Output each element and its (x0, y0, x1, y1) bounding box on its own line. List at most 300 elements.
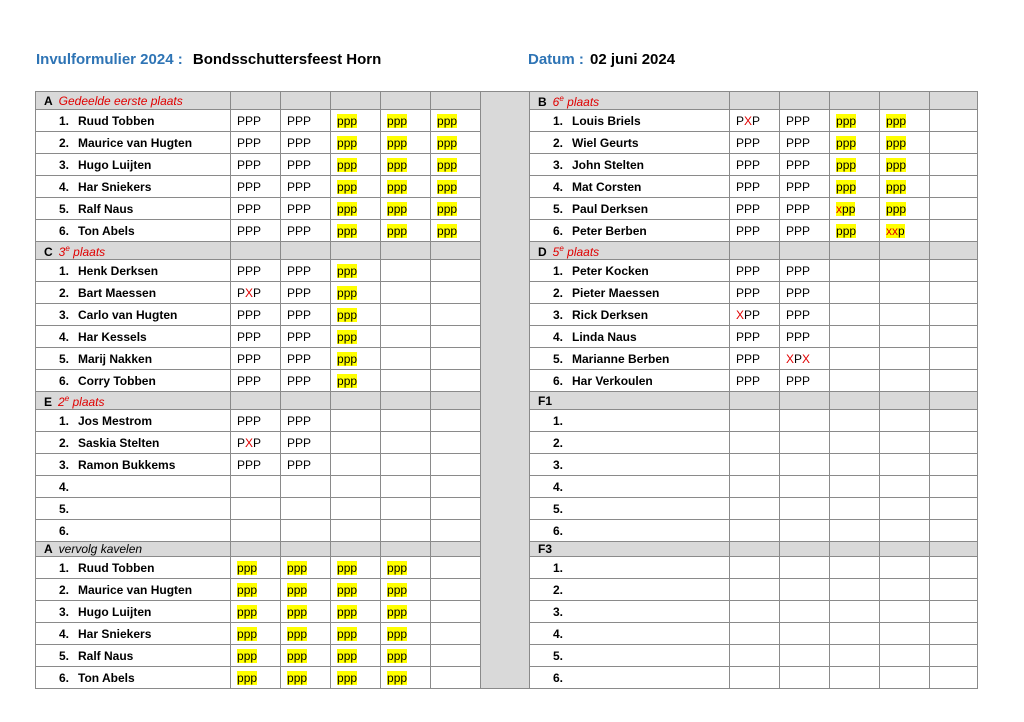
shot-cell[interactable] (730, 110, 780, 132)
shot-cell[interactable] (381, 370, 431, 392)
shot-cell[interactable] (331, 260, 381, 282)
shot-cell[interactable] (381, 198, 431, 220)
shooter-cell (530, 557, 730, 579)
shot-cell[interactable] (830, 132, 880, 154)
shot-value: ppp (836, 113, 857, 128)
shot-cell[interactable] (830, 557, 880, 579)
shot-cell[interactable] (231, 645, 281, 667)
shot-cell[interactable] (431, 110, 481, 132)
shot-cell[interactable] (381, 348, 431, 370)
shot-cell[interactable] (381, 454, 431, 476)
shot-cell[interactable] (780, 623, 830, 645)
shooter-cell (36, 454, 231, 476)
shot-cell[interactable] (431, 498, 481, 520)
shot-cell[interactable] (431, 304, 481, 326)
shot-cell[interactable] (281, 432, 331, 454)
shot-cell[interactable] (730, 348, 780, 370)
shot-value: ppp (337, 179, 358, 194)
shot-cell[interactable] (331, 410, 381, 432)
section-header (36, 542, 231, 557)
shot-cell[interactable] (780, 176, 830, 198)
shot-cell[interactable] (381, 326, 431, 348)
shooter-number: 6. (552, 523, 563, 538)
shot-cell[interactable] (331, 326, 381, 348)
shot-cell[interactable] (381, 520, 431, 542)
shot-cell[interactable] (231, 557, 281, 579)
shot-cell[interactable] (231, 579, 281, 601)
shot-cell[interactable] (730, 623, 780, 645)
shot-cell[interactable] (880, 667, 930, 689)
shot-cell[interactable] (930, 260, 978, 282)
shooter-number: 3. (58, 457, 69, 472)
shot-value: ppp (387, 157, 408, 172)
shot-cell[interactable] (930, 110, 978, 132)
shot-cell[interactable] (730, 601, 780, 623)
shot-cell[interactable] (431, 557, 481, 579)
shot-cell[interactable] (331, 132, 381, 154)
shot-cell[interactable] (381, 498, 431, 520)
shot-cell[interactable] (431, 476, 481, 498)
shot-cell[interactable] (930, 198, 978, 220)
shot-cell[interactable] (830, 623, 880, 645)
shooter-name: Peter Berben (572, 223, 647, 238)
shot-cell[interactable] (281, 176, 331, 198)
header-cell (281, 392, 331, 410)
shot-cell[interactable] (381, 220, 431, 242)
shot-cell[interactable] (880, 176, 930, 198)
shot-cell[interactable] (431, 645, 481, 667)
shot-cell[interactable] (331, 645, 381, 667)
shot-cell[interactable] (880, 132, 930, 154)
shot-cell[interactable] (830, 176, 880, 198)
shot-cell[interactable] (880, 476, 930, 498)
shot-value: PPP (786, 157, 811, 172)
shot-cell[interactable] (331, 370, 381, 392)
shot-cell[interactable] (331, 220, 381, 242)
shooter-number: 3. (552, 457, 563, 472)
shot-cell[interactable] (730, 260, 780, 282)
shot-cell[interactable] (231, 454, 281, 476)
shot-cell[interactable] (830, 282, 880, 304)
shot-cell[interactable] (780, 370, 830, 392)
shooter-number: 4. (58, 479, 69, 494)
shot-cell[interactable] (331, 601, 381, 623)
shot-value: PPP (287, 329, 312, 344)
section-letter: F1 (538, 393, 553, 408)
shot-cell[interactable] (880, 623, 930, 645)
header-cell (231, 92, 281, 110)
shot-cell[interactable] (830, 154, 880, 176)
shot-cell[interactable] (880, 454, 930, 476)
shot-cell[interactable] (780, 326, 830, 348)
shot-cell[interactable] (281, 110, 331, 132)
shot-value: PPP (786, 223, 811, 238)
shot-cell[interactable] (231, 154, 281, 176)
section-letter: F3 (538, 542, 553, 556)
shot-cell[interactable] (730, 326, 780, 348)
shooter-name: Hugo Luijten (78, 157, 152, 172)
shot-cell[interactable] (780, 498, 830, 520)
shot-cell[interactable] (780, 476, 830, 498)
shot-cell[interactable] (231, 432, 281, 454)
shot-cell[interactable] (730, 198, 780, 220)
shot-cell[interactable] (381, 282, 431, 304)
shot-cell[interactable] (431, 348, 481, 370)
shot-cell[interactable] (830, 304, 880, 326)
shooter-cell (530, 645, 730, 667)
shot-cell[interactable] (281, 260, 331, 282)
shot-cell[interactable] (431, 432, 481, 454)
shot-cell[interactable] (381, 601, 431, 623)
shot-cell[interactable] (231, 348, 281, 370)
shot-cell[interactable] (331, 557, 381, 579)
shot-cell[interactable] (780, 154, 830, 176)
shot-cell[interactable] (880, 282, 930, 304)
shot-cell[interactable] (431, 601, 481, 623)
shot-cell[interactable] (281, 282, 331, 304)
shot-cell[interactable] (780, 520, 830, 542)
shot-cell[interactable] (780, 220, 830, 242)
shot-cell[interactable] (880, 154, 930, 176)
shot-cell[interactable] (880, 557, 930, 579)
shot-cell[interactable] (231, 370, 281, 392)
shooter-name: Bart Maessen (78, 285, 157, 300)
shot-cell[interactable] (780, 410, 830, 432)
shot-cell[interactable] (830, 498, 880, 520)
shot-cell[interactable] (730, 176, 780, 198)
shot-cell[interactable] (281, 667, 331, 689)
shot-cell[interactable] (880, 520, 930, 542)
shot-cell[interactable] (231, 176, 281, 198)
shot-cell[interactable] (780, 557, 830, 579)
shot-cell[interactable] (281, 476, 331, 498)
shot-cell[interactable] (830, 645, 880, 667)
shot-cell[interactable] (431, 410, 481, 432)
shot-cell[interactable] (331, 432, 381, 454)
shot-cell[interactable] (730, 282, 780, 304)
shot-value: ppp (387, 626, 408, 641)
shot-value: ppp (437, 135, 458, 150)
shot-cell[interactable] (431, 454, 481, 476)
shot-cell[interactable] (281, 326, 331, 348)
shot-cell[interactable] (331, 623, 381, 645)
shot-cell[interactable] (281, 498, 331, 520)
shot-cell[interactable] (331, 520, 381, 542)
shot-cell[interactable] (331, 198, 381, 220)
shooter-name: Linda Naus (572, 329, 637, 344)
shot-cell[interactable] (930, 176, 978, 198)
shot-cell[interactable] (930, 370, 978, 392)
shot-cell[interactable] (231, 520, 281, 542)
shot-cell[interactable] (830, 454, 880, 476)
section-title: Gedeelde eerste plaats (58, 93, 183, 108)
shot-cell[interactable] (281, 601, 331, 623)
shot-cell[interactable] (231, 282, 281, 304)
shot-cell[interactable] (231, 198, 281, 220)
shot-cell[interactable] (730, 454, 780, 476)
shot-cell[interactable] (880, 432, 930, 454)
shot-cell[interactable] (381, 154, 431, 176)
shot-cell[interactable] (331, 454, 381, 476)
shot-cell[interactable] (431, 282, 481, 304)
shot-cell[interactable] (381, 476, 431, 498)
shot-cell[interactable] (381, 432, 431, 454)
shot-cell[interactable] (780, 198, 830, 220)
shot-cell[interactable] (730, 410, 780, 432)
shot-cell[interactable] (281, 623, 331, 645)
shot-cell[interactable] (730, 476, 780, 498)
shot-cell[interactable] (431, 220, 481, 242)
shot-cell[interactable] (830, 601, 880, 623)
shot-cell[interactable] (930, 132, 978, 154)
shooter-number: 2. (552, 135, 563, 150)
shot-cell[interactable] (381, 557, 431, 579)
shooter-cell (36, 476, 231, 498)
shot-cell[interactable] (331, 348, 381, 370)
shot-cell[interactable] (381, 667, 431, 689)
shot-cell[interactable] (431, 176, 481, 198)
shot-cell[interactable] (930, 557, 978, 579)
shot-cell[interactable] (431, 260, 481, 282)
shot-cell[interactable] (780, 645, 830, 667)
shot-value: ppp (287, 648, 308, 663)
shot-cell[interactable] (381, 410, 431, 432)
shot-cell[interactable] (880, 370, 930, 392)
shot-cell[interactable] (331, 110, 381, 132)
shot-cell[interactable] (930, 432, 978, 454)
shot-cell[interactable] (930, 667, 978, 689)
shot-cell[interactable] (830, 432, 880, 454)
shot-cell[interactable] (431, 370, 481, 392)
shot-cell[interactable] (331, 667, 381, 689)
shot-cell[interactable] (730, 498, 780, 520)
shot-value: PPP (237, 113, 262, 128)
shot-cell[interactable] (730, 645, 780, 667)
shot-cell[interactable] (830, 198, 880, 220)
shot-cell[interactable] (880, 601, 930, 623)
shooter-number: 6. (58, 523, 69, 538)
header-cell (331, 242, 381, 260)
shot-cell[interactable] (431, 579, 481, 601)
shot-cell[interactable] (830, 220, 880, 242)
shot-cell[interactable] (431, 198, 481, 220)
shot-value: ppp (337, 223, 358, 238)
shooter-name: Har Verkoulen (572, 373, 653, 388)
shooter-number: 4. (58, 179, 69, 194)
shot-cell[interactable] (331, 304, 381, 326)
header-cell (780, 92, 830, 110)
header-cell (281, 542, 331, 557)
shot-cell[interactable] (830, 370, 880, 392)
shooter-number: 6. (58, 670, 69, 685)
header-cell (830, 242, 880, 260)
shot-cell[interactable] (730, 579, 780, 601)
shot-cell[interactable] (331, 476, 381, 498)
shot-cell[interactable] (331, 282, 381, 304)
section-header (530, 392, 730, 410)
shot-cell[interactable] (930, 498, 978, 520)
shot-cell[interactable] (780, 260, 830, 282)
shot-cell[interactable] (780, 282, 830, 304)
shot-cell[interactable] (281, 198, 331, 220)
shot-cell[interactable] (231, 498, 281, 520)
shot-cell[interactable] (281, 645, 331, 667)
shot-cell[interactable] (231, 260, 281, 282)
shot-cell[interactable] (381, 304, 431, 326)
shot-cell[interactable] (730, 132, 780, 154)
shot-cell[interactable] (780, 667, 830, 689)
shot-cell[interactable] (231, 326, 281, 348)
shot-cell[interactable] (830, 667, 880, 689)
section-letter: C (44, 245, 53, 259)
shot-cell[interactable] (281, 579, 331, 601)
section-letter: B (538, 95, 547, 109)
shot-cell[interactable] (281, 220, 331, 242)
shot-cell[interactable] (231, 623, 281, 645)
shot-cell[interactable] (231, 476, 281, 498)
shot-cell[interactable] (730, 432, 780, 454)
shot-value: ppp (387, 582, 408, 597)
shot-cell[interactable] (381, 579, 431, 601)
shot-value: xpp (836, 201, 856, 216)
shot-cell[interactable] (880, 110, 930, 132)
shot-cell[interactable] (381, 176, 431, 198)
shot-cell[interactable] (331, 154, 381, 176)
shot-cell[interactable] (830, 520, 880, 542)
shot-cell[interactable] (880, 260, 930, 282)
shot-cell[interactable] (830, 579, 880, 601)
shot-cell[interactable] (780, 601, 830, 623)
shot-cell[interactable] (880, 220, 930, 242)
shot-cell[interactable] (381, 110, 431, 132)
shot-cell[interactable] (281, 370, 331, 392)
shot-cell[interactable] (730, 667, 780, 689)
shot-cell[interactable] (930, 348, 978, 370)
shot-cell[interactable] (930, 282, 978, 304)
shot-value: ppp (287, 626, 308, 641)
shot-cell[interactable] (231, 220, 281, 242)
shot-cell[interactable] (930, 476, 978, 498)
shot-cell[interactable] (231, 304, 281, 326)
shot-cell[interactable] (281, 132, 331, 154)
shot-cell[interactable] (730, 557, 780, 579)
shot-cell[interactable] (231, 667, 281, 689)
shot-value: ppp (337, 560, 358, 575)
shot-value: ppp (237, 604, 258, 619)
shot-cell[interactable] (830, 260, 880, 282)
shot-cell[interactable] (381, 645, 431, 667)
shooter-number: 4. (552, 479, 563, 494)
shot-cell[interactable] (431, 326, 481, 348)
shot-cell[interactable] (281, 454, 331, 476)
shot-cell[interactable] (231, 132, 281, 154)
shot-cell[interactable] (381, 623, 431, 645)
shot-cell[interactable] (930, 579, 978, 601)
shot-cell[interactable] (730, 154, 780, 176)
shot-cell[interactable] (281, 410, 331, 432)
shot-cell[interactable] (231, 410, 281, 432)
shot-cell[interactable] (930, 410, 978, 432)
shot-cell[interactable] (830, 348, 880, 370)
shot-cell[interactable] (730, 304, 780, 326)
shot-cell[interactable] (331, 498, 381, 520)
shot-cell[interactable] (281, 348, 331, 370)
shot-cell[interactable] (930, 154, 978, 176)
shot-value: PPP (287, 435, 312, 450)
shot-cell[interactable] (281, 154, 331, 176)
shot-cell[interactable] (880, 348, 930, 370)
shot-cell[interactable] (830, 476, 880, 498)
shot-cell[interactable] (930, 220, 978, 242)
shot-cell[interactable] (431, 520, 481, 542)
shot-cell[interactable] (780, 579, 830, 601)
shot-cell[interactable] (880, 645, 930, 667)
header-cell (930, 242, 978, 260)
shot-cell[interactable] (930, 601, 978, 623)
shot-cell[interactable] (431, 132, 481, 154)
shot-cell[interactable] (880, 198, 930, 220)
shot-cell[interactable] (880, 498, 930, 520)
shot-cell[interactable] (381, 260, 431, 282)
shot-cell[interactable] (431, 623, 481, 645)
shooter-cell (36, 645, 231, 667)
shot-cell[interactable] (780, 304, 830, 326)
shot-cell[interactable] (880, 304, 930, 326)
shooter-cell (36, 198, 231, 220)
shot-cell[interactable] (880, 326, 930, 348)
shot-cell[interactable] (780, 432, 830, 454)
shooter-number: 4. (552, 179, 563, 194)
section-header (36, 392, 231, 410)
shot-cell[interactable] (930, 623, 978, 645)
shot-cell[interactable] (281, 557, 331, 579)
shot-cell[interactable] (830, 110, 880, 132)
shot-value: ppp (337, 648, 358, 663)
shot-cell[interactable] (231, 110, 281, 132)
shot-cell[interactable] (930, 326, 978, 348)
shot-cell[interactable] (830, 410, 880, 432)
shot-value: PPP (287, 263, 312, 278)
shot-cell[interactable] (930, 645, 978, 667)
shot-cell[interactable] (930, 520, 978, 542)
shot-cell[interactable] (331, 579, 381, 601)
shot-cell[interactable] (880, 410, 930, 432)
shot-cell[interactable] (730, 520, 780, 542)
shot-cell[interactable] (880, 579, 930, 601)
shot-cell[interactable] (930, 454, 978, 476)
shot-cell[interactable] (780, 454, 830, 476)
shot-cell[interactable] (231, 601, 281, 623)
shot-cell[interactable] (281, 520, 331, 542)
header-cell (431, 542, 481, 557)
shooter-cell (36, 110, 231, 132)
shot-value: ppp (836, 223, 857, 238)
shot-cell[interactable] (730, 370, 780, 392)
date-value: 02 juni 2024 (590, 51, 676, 68)
shot-cell[interactable] (780, 132, 830, 154)
shot-cell[interactable] (780, 110, 830, 132)
shot-cell[interactable] (381, 132, 431, 154)
shot-cell[interactable] (780, 348, 830, 370)
shot-cell[interactable] (431, 667, 481, 689)
shooter-cell (36, 220, 231, 242)
shot-cell[interactable] (830, 326, 880, 348)
shot-cell[interactable] (431, 154, 481, 176)
shot-cell[interactable] (730, 220, 780, 242)
shot-cell[interactable] (930, 304, 978, 326)
shot-cell[interactable] (281, 304, 331, 326)
shot-cell[interactable] (331, 176, 381, 198)
